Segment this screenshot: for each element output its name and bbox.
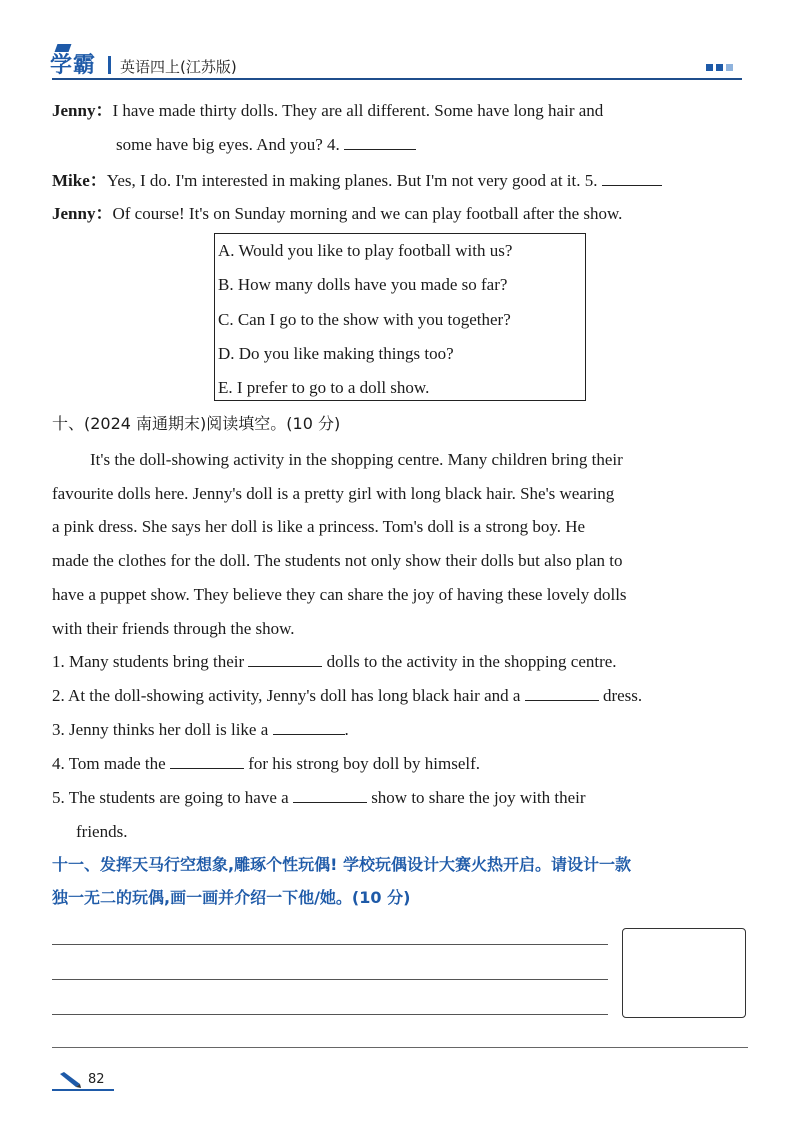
speaker-label: Jenny：	[52, 204, 113, 223]
passage-line: favourite dolls here. Jenny's doll is a pretty girl with long black hair. She's wearing	[52, 484, 615, 503]
option-a: A. Would you like to play football with us?	[218, 241, 513, 260]
answer-blank-q4[interactable]	[170, 768, 244, 769]
answer-blank-q2[interactable]	[525, 700, 599, 701]
question-text: 3. Jenny thinks her doll is like a	[52, 720, 269, 739]
section-11-line-2: 独一无二的玩偶,画一画并介绍一下他/她。(10 分)	[52, 888, 411, 907]
question-text: dress.	[602, 686, 643, 705]
speaker-label: Jenny：	[52, 101, 113, 120]
dialogue-text: Yes, I do. I'm interested in making planes. But I'm not very good at it. 5.	[106, 171, 598, 190]
header-square-icon	[706, 64, 713, 71]
dialogue-line	[116, 136, 416, 153]
question-2	[52, 687, 642, 704]
header-square-icon	[716, 64, 723, 71]
dialogue-text: Of course! It's on Sunday morning and we can play football after the show.	[112, 204, 623, 223]
question-text: show to share the joy with their	[371, 788, 586, 807]
header-rule	[52, 78, 742, 80]
question-5	[52, 789, 586, 806]
page-number-underline	[52, 1089, 114, 1091]
page-number: 82	[88, 1072, 105, 1087]
option-d: D. Do you like making things too?	[218, 344, 454, 363]
question-4	[52, 755, 480, 772]
option-e: E. I prefer to go to a doll show.	[218, 378, 430, 397]
question-text: 2. At the doll-showing activity, Jenny's doll has long black hair and a	[52, 686, 521, 705]
answer-blank-4[interactable]	[344, 149, 416, 150]
header-divider	[108, 56, 111, 74]
question-1	[52, 653, 617, 670]
passage-line: It's the doll-showing activity in the shopping centre. Many children bring their	[90, 450, 623, 469]
dialogue-text: I have made thirty dolls. They are all different. Some have long hair and	[112, 101, 604, 120]
dialogue-text: some have big eyes. And you? 4.	[116, 135, 340, 154]
question-text: .	[344, 720, 349, 739]
section-11-line-1: 十一、发挥天马行空想象,雕琢个性玩偶! 学校玩偶设计大赛火热开启。请设计一款	[52, 855, 631, 874]
answer-blank-q3[interactable]	[273, 734, 345, 735]
answer-blank-q5[interactable]	[293, 802, 367, 803]
dialogue-line	[52, 102, 603, 119]
footer-rule	[52, 1047, 748, 1048]
writing-line[interactable]	[52, 979, 608, 980]
drawing-box[interactable]	[622, 928, 746, 1018]
answer-blank-5[interactable]	[602, 185, 662, 186]
passage-line: a pink dress. She says her doll is like a princess. Tom's doll is a strong boy. He	[52, 517, 586, 536]
speaker-label: Mike：	[52, 171, 107, 190]
dialogue-line	[52, 205, 622, 222]
passage-line: have a puppet show. They believe they can share the joy of having these lovely dolls	[52, 585, 627, 604]
question-text: 1. Many students bring their	[52, 652, 245, 671]
writing-line[interactable]	[52, 944, 608, 945]
question-text: for his strong boy doll by himself.	[248, 754, 481, 773]
question-text: 4. Tom made the	[52, 754, 166, 773]
passage-line: made the clothes for the doll. The students not only show their dolls but also plan to	[52, 551, 623, 570]
question-5-continued: friends.	[76, 822, 128, 841]
option-c: C. Can I go to the show with you together?	[218, 310, 511, 329]
writing-line[interactable]	[52, 1014, 608, 1015]
option-b: B. How many dolls have you made so far?	[218, 275, 508, 294]
passage-line: with their friends through the show.	[52, 619, 295, 638]
question-3	[52, 721, 349, 738]
dialogue-line	[52, 172, 662, 189]
header-square-icon	[726, 64, 733, 71]
section-10-title: 十、(2024 南通期末)阅读填空。(10 分)	[52, 414, 341, 433]
question-text: 5. The students are going to have a	[52, 788, 289, 807]
brand-logo: 学霸	[50, 53, 97, 78]
question-text: dolls to the activity in the shopping centre.	[326, 652, 617, 671]
book-title: 英语四上(江苏版)	[120, 58, 237, 76]
answer-blank-q1[interactable]	[248, 666, 322, 667]
